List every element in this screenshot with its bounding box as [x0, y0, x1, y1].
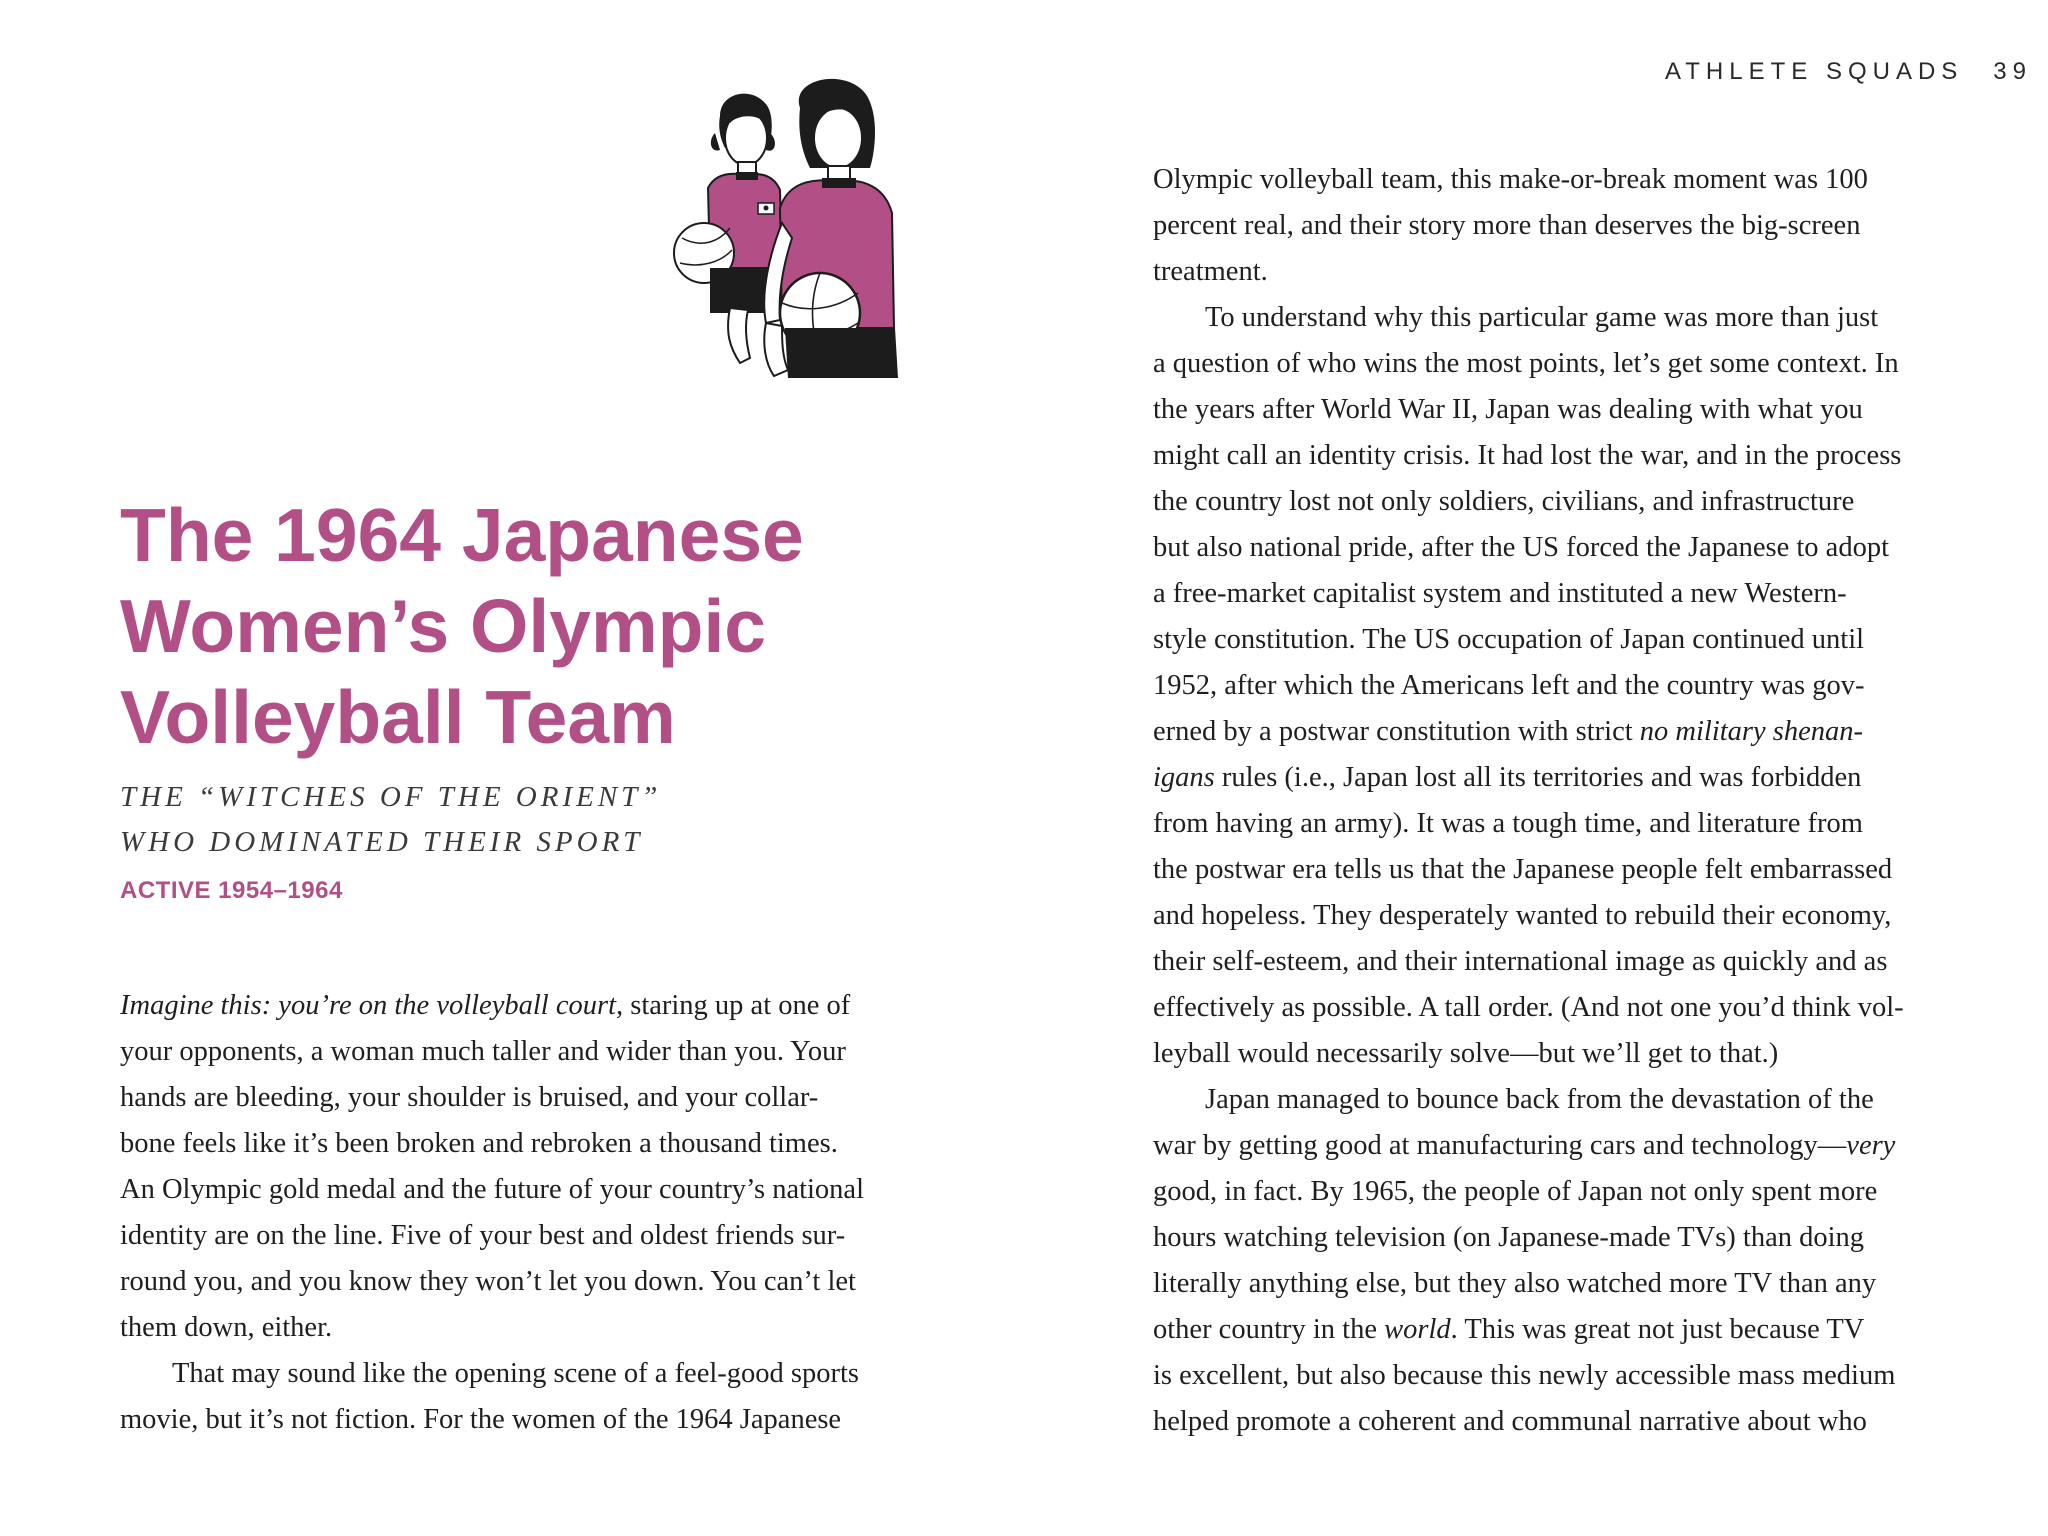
title-line: Volleyball Team [120, 675, 676, 759]
text-line: An Olympic gold medal and the future of your country’s national [120, 1174, 864, 1205]
text-line: the country lost not only soldiers, civilians, and infrastructure [1153, 486, 1855, 517]
text-line: identity are on the line. Five of your best and oldest friends sur- [120, 1220, 846, 1251]
text-line: style constitution. The US occupation of Japan continued until [1153, 624, 1865, 655]
text-line: bone feels like it’s been broken and rebroken a thousand times. [120, 1128, 838, 1159]
left-column-text [120, 983, 910, 1443]
text-line: igans rules (i.e., Japan lost all its territories and was forbidden [1153, 762, 1862, 793]
subtitle-line: THE “WITCHES OF THE ORIENT” [120, 781, 662, 813]
text-line: from having an army). It was a tough time, and literature from [1153, 808, 1863, 839]
text-line: your opponents, a woman much taller and wider than you. Your [120, 1036, 846, 1067]
text-line: 1952, after which the Americans left and the country was gov- [1153, 670, 1865, 701]
text-line: effectively as possible. A tall order. (And not one you’d think vol- [1153, 992, 1904, 1023]
section-title: ATHLETE SQUADS [1665, 58, 1964, 85]
text-line: percent real, and their story more than deserves the big-screen [1153, 210, 1861, 241]
title-line: The 1964 Japanese [120, 493, 804, 577]
text-line: literally anything else, but they also watched more TV than any [1153, 1268, 1877, 1299]
text-line: hands are bleeding, your shoulder is bruised, and your collar- [120, 1082, 819, 1113]
text-line: That may sound like the opening scene of a feel-good sports [172, 1358, 859, 1389]
volleyball-players-illustration [670, 78, 930, 408]
title-line: Women’s Olympic [120, 584, 766, 668]
text-line: the years after World War II, Japan was dealing with what you [1153, 394, 1863, 425]
text-line: To understand why this particular game was more than just [1205, 302, 1879, 333]
italic-phrase: Imagine this: you’re on the volleyball court, [120, 990, 624, 1021]
subtitle-line: WHO DOMINATED THEIR SPORT [120, 826, 644, 858]
running-header [1665, 58, 2032, 86]
article-title [120, 490, 840, 763]
text-line: hours watching television (on Japanese-made TVs) than doing [1153, 1222, 1865, 1253]
text-line: war by getting good at manufacturing cars and technology—very [1153, 1130, 1896, 1161]
text-line: Japan managed to bounce back from the devastation of the [1205, 1084, 1874, 1115]
right-player [764, 79, 898, 378]
text-line: helped promote a coherent and communal narrative about who [1153, 1406, 1867, 1437]
active-years: ACTIVE 1954–1964 [120, 877, 343, 904]
text-line: but also national pride, after the US forced the Japanese to adopt [1153, 532, 1890, 563]
text-line: round you, and you know they won’t let you down. You can’t let [120, 1266, 856, 1297]
text-line: might call an identity crisis. It had lost the war, and in the process [1153, 440, 1902, 471]
article-subtitle [120, 775, 820, 865]
text-line: leyball would necessarily solve—but we’ll get to that.) [1153, 1038, 1779, 1069]
text-line: the postwar era tells us that the Japanese people felt embarrassed [1153, 854, 1893, 885]
right-column-text [1153, 157, 1953, 1445]
text-line: treatment. [1153, 256, 1268, 287]
text-line: a free-market capitalist system and instituted a new Western- [1153, 578, 1847, 609]
page-number: 39 [1993, 58, 2032, 85]
text-line: Imagine this: you’re on the volleyball court, staring up at one of [120, 990, 851, 1021]
text-line: is excellent, but also because this newly accessible mass medium [1153, 1360, 1896, 1391]
text-line: good, in fact. By 1965, the people of Japan not only spent more [1153, 1176, 1878, 1207]
text-line: other country in the world. This was great not just because TV [1153, 1314, 1865, 1345]
italic-phrase: world [1384, 1314, 1451, 1345]
text-line: and hopeless. They desperately wanted to rebuild their economy, [1153, 900, 1892, 931]
italic-phrase: no military shenan- [1639, 716, 1864, 747]
text-line: them down, either. [120, 1312, 333, 1343]
text-line: movie, but it’s not fiction. For the women of the 1964 Japanese [120, 1404, 842, 1435]
italic-phrase: igans [1153, 762, 1215, 793]
text-line: their self-esteem, and their international image as quickly and as [1153, 946, 1888, 977]
text-line: erned by a postwar constitution with strict no military shenan- [1153, 716, 1864, 747]
italic-phrase: very [1846, 1130, 1896, 1161]
text-line: a question of who wins the most points, let’s get some context. In [1153, 348, 1899, 379]
text-line: Olympic volleyball team, this make-or-break moment was 100 [1153, 164, 1868, 195]
